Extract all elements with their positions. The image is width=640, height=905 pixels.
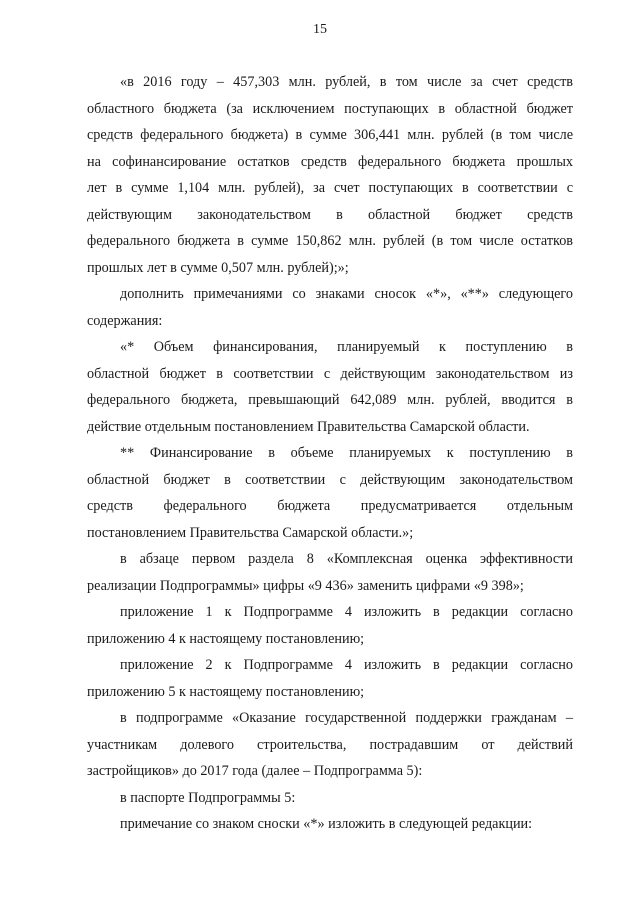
text-line: средств федерального бюджета) в сумме 306,441 млн. рублей (в том числе bbox=[87, 127, 573, 143]
paragraph-footnote-single-star bbox=[87, 334, 573, 440]
text-line: средств федерального бюджета предусматривается отдельным bbox=[87, 498, 573, 514]
text-line: в паспорте Подпрограммы 5: bbox=[120, 789, 296, 806]
text-line: приложению 5 к настоящему постановлению; bbox=[87, 683, 365, 700]
text-line: на софинансирование остатков средств федерального бюджета прошлых bbox=[87, 153, 573, 170]
text-line: федерального бюджета, превышающий 642,089 млн. рублей, вводится в bbox=[87, 392, 573, 408]
text-line: действие отдельным постановлением Правительства Самарской области. bbox=[87, 418, 530, 435]
text-line: областной бюджет в соответствии с действующим законодательством из bbox=[87, 365, 573, 382]
text-line: «* Объем финансирования, планируемый к поступлению в bbox=[120, 339, 573, 355]
paragraph-footnote-double-star bbox=[87, 440, 573, 546]
document-body bbox=[87, 69, 573, 838]
text-line: постановлением Правительства Самарской области.»; bbox=[87, 524, 414, 541]
paragraph-add-footnotes bbox=[87, 281, 573, 334]
text-line: примечание со знаком сноски «*» изложить в следующей редакции: bbox=[120, 816, 533, 832]
text-line: «в 2016 году – 457,303 млн. рублей, в том числе за счет средств bbox=[120, 74, 573, 90]
text-line: в подпрограмме «Оказание государственной поддержки гражданам – bbox=[120, 710, 573, 726]
text-line: областной бюджет в соответствии с действующим законодательством bbox=[87, 471, 573, 488]
paragraph-section-8 bbox=[87, 546, 573, 599]
paragraph-subprogram-5 bbox=[87, 705, 573, 785]
paragraph-footnote-note bbox=[87, 811, 573, 838]
page-number: 15 bbox=[313, 22, 327, 37]
text-line: ** Финансирование в объеме планируемых к поступлению в bbox=[120, 445, 573, 461]
text-line: в абзаце первом раздела 8 «Комплексная оценка эффективности bbox=[120, 551, 573, 567]
text-line: областного бюджета (за исключением поступающих в областной бюджет bbox=[87, 100, 573, 117]
paragraph-passport bbox=[87, 785, 573, 812]
paragraph-appendix-1 bbox=[87, 599, 573, 652]
text-line: участникам долевого строительства, пострадавшим от действий bbox=[87, 736, 573, 753]
text-line: содержания: bbox=[87, 312, 163, 329]
text-line: приложение 1 к Подпрограмме 4 изложить в редакции согласно bbox=[120, 604, 573, 620]
text-line: лет в сумме 1,104 млн. рублей), за счет поступающих в соответствии с bbox=[87, 180, 573, 196]
text-line: прошлых лет в сумме 0,507 млн. рублей);»; bbox=[87, 259, 349, 276]
paragraph-2016-funding bbox=[87, 69, 573, 281]
text-line: приложению 4 к настоящему постановлению; bbox=[87, 630, 365, 647]
text-line: действующим законодательством в областной бюджет средств bbox=[87, 206, 573, 223]
text-line: реализации Подпрограммы» цифры «9 436» заменить цифрами «9 398»; bbox=[87, 577, 524, 594]
text-line: приложение 2 к Подпрограмме 4 изложить в редакции согласно bbox=[120, 657, 573, 673]
text-line: застройщиков» до 2017 года (далее – Подпрограмма 5): bbox=[87, 763, 423, 779]
paragraph-appendix-2 bbox=[87, 652, 573, 705]
text-line: федерального бюджета в сумме 150,862 млн. рублей (в том числе остатков bbox=[87, 233, 573, 249]
text-line: дополнить примечаниями со знаками сносок «*», «**» следующего bbox=[120, 286, 573, 302]
